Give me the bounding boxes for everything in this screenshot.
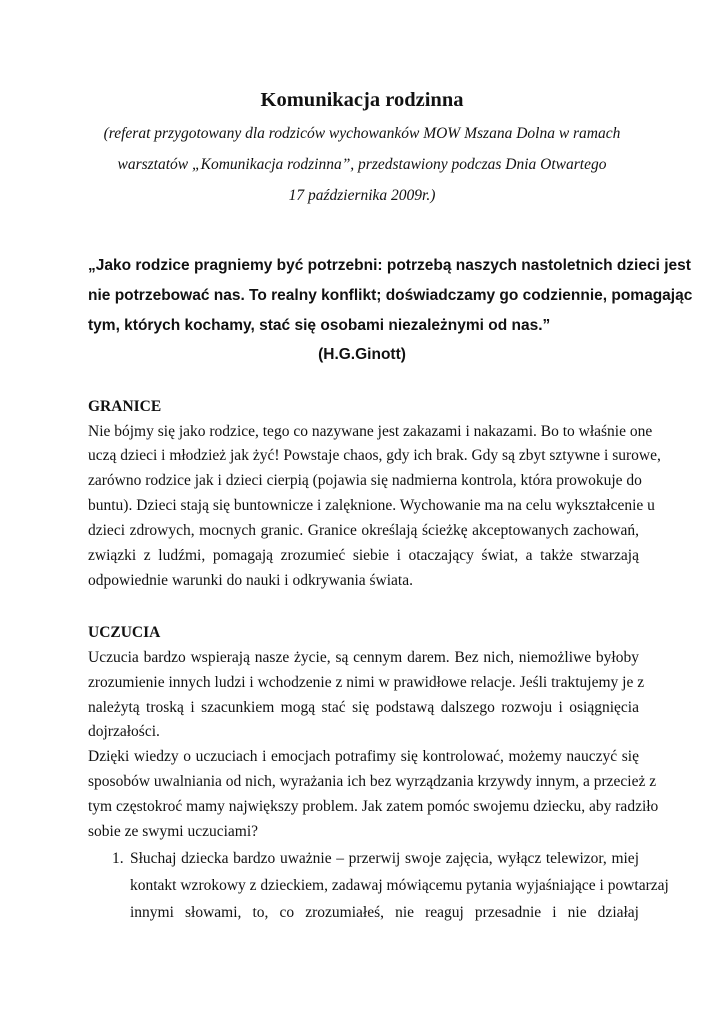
section-heading-granice: GRANICE <box>88 398 162 415</box>
paragraph-line: sposobów uwalniania od nich, wyrażania ich bez wyrządzania krzywdy innym, a przecież z <box>88 773 657 790</box>
paragraph-line: odpowiednie warunki do nauki i odkrywania świata. <box>88 572 413 589</box>
paragraph-line: dojrzałości. <box>88 723 160 740</box>
paragraph-line: Uczucia bardzo wspierają nasze życie, są cennym darem. Bez nich, niemożliwe byłoby <box>88 649 639 666</box>
paragraph-line: tym częstokroć mamy największy problem. Jak zatem pomóc swojemu dziecku, aby radziło <box>88 798 659 815</box>
paragraph-line: związki z ludźmi, pomagają zrozumieć siebie i otaczający świat, a także stwarzają <box>88 547 639 564</box>
list-item-line: innymi słowami, to, co zrozumiałeś, nie reaguj przesadnie i nie działaj <box>130 904 639 921</box>
paragraph-line: dzieci zdrowych, mocnych granic. Granice określają ścieżkę akceptowanych zachowań, <box>88 522 639 539</box>
paragraph-line: buntu). Dzieci stają się buntownicze i zalęknione. Wychowanie ma na celu wykształcenie u <box>88 497 655 514</box>
document-title: Komunikacja rodzinna <box>260 89 464 111</box>
quote-author: (H.G.Ginott) <box>318 346 406 363</box>
subtitle-line: 17 października 2009r.) <box>288 187 436 204</box>
paragraph-line: zarówno rodzice jak i dzieci cierpią (pojawia się nadmierna kontrola, która prowokuje do <box>88 472 642 489</box>
list-item-number: 1. <box>112 850 124 867</box>
paragraph-line: Nie bójmy się jako rodzice, tego co nazywane jest zakazami i nakazami. Bo to właśnie one <box>88 423 653 440</box>
paragraph-line: należytą troską i szacunkiem mogą stać się podstawą dalszego rozwoju i osiągnięcia <box>88 699 639 716</box>
quote-line: nie potrzebować nas. To realny konflikt; doświadczamy go codziennie, pomagając <box>88 287 693 304</box>
subtitle-line: warsztatów „Komunikacja rodzinna”, przedstawiony podczas Dnia Otwartego <box>117 156 607 173</box>
section-heading-uczucia: UCZUCIA <box>88 624 161 641</box>
quote-line: tym, których kochamy, stać się osobami niezależnymi od nas.” <box>88 317 551 334</box>
list-item-line: Słuchaj dziecka bardzo uważnie – przerwij swoje zajęcia, wyłącz telewizor, miej <box>130 850 639 867</box>
subtitle-line: (referat przygotowany dla rodziców wychowanków MOW Mszana Dolna w ramach <box>103 125 621 142</box>
paragraph-line: zrozumienie innych ludzi i wchodzenie z nimi w prawidłowe relacje. Jeśli traktujemy je z <box>88 674 645 691</box>
paragraph-line: sobie ze swymi uczuciami? <box>88 823 259 840</box>
quote-line: „Jako rodzice pragniemy być potrzebni: potrzebą naszych nastoletnich dzieci jest <box>88 257 691 274</box>
paragraph-line: Dzięki wiedzy o uczuciach i emocjach potrafimy się kontrolować, możemy nauczyć się <box>88 748 639 765</box>
paragraph-line: uczą dzieci i młodzież jak żyć! Powstaje chaos, gdy ich brak. Gdy są zbyt sztywne i surowe, <box>88 447 661 464</box>
list-item-line: kontakt wzrokowy z dzieckiem, zadawaj mówiącemu pytania wyjaśniające i powtarzaj <box>130 877 669 894</box>
